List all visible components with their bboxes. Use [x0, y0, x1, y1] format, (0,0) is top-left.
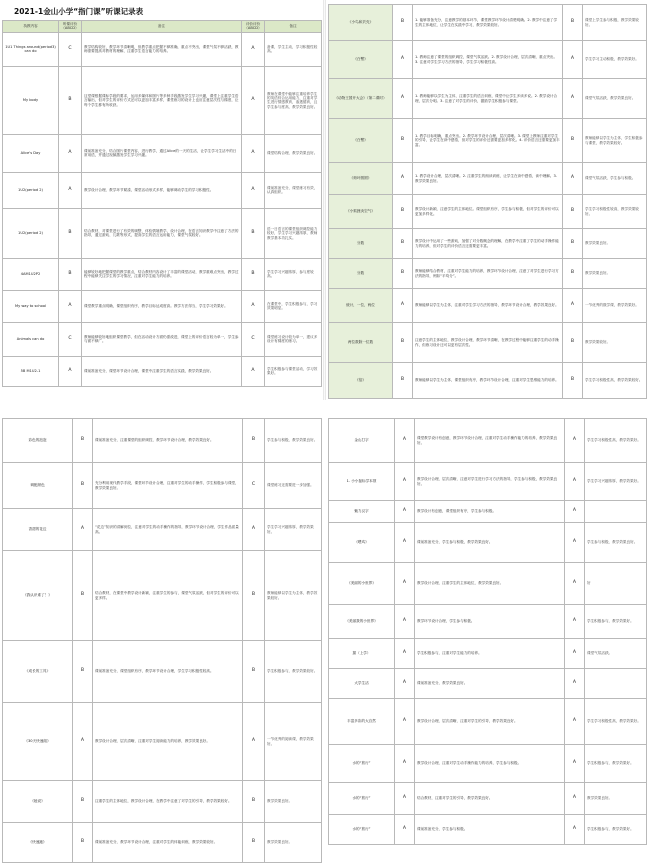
table-row	[329, 363, 647, 399]
cell-note2: 学生积极参与，教学效果好。	[585, 745, 647, 783]
cell-note: 教学设计合理，注重对学生动手操作能力的培养，学生参与积极。	[415, 745, 565, 783]
cell-topic: 1U1 Things around(period3) can do	[3, 32, 59, 66]
cell-note2: 一节优秀的数学课，教学效果好。	[583, 289, 647, 323]
cell-note: 课前准备充分，教学环节设计合理，注重对学生的体能训练，教学效果较好。	[93, 823, 243, 863]
table-row	[3, 322, 322, 356]
cell-grade2: B	[243, 823, 265, 863]
cell-topic: 1U2(period 2)	[3, 172, 59, 208]
cell-grade: A	[73, 703, 93, 781]
cell-topic: 《快速跑》	[3, 823, 73, 863]
table-row	[3, 463, 322, 509]
cell-grade2: B	[243, 781, 265, 823]
cell-note: 教学环节设计合理，学生参与积极。	[415, 605, 565, 639]
cell-grade: A	[393, 289, 413, 323]
table-row	[3, 258, 322, 290]
cell-topic: 《荷叶圆圆》	[329, 163, 393, 195]
cell-note: 教师能够较好地组织课堂教学，但在活动设计方面仍需改进，课堂上的评价语言较为单一，学生参与面不够广。	[82, 322, 242, 356]
cell-note: 学生积极参与，注重对学生能力的培养。	[415, 639, 565, 669]
header-topic: 执教内容	[3, 21, 59, 33]
cell-note2: 学生参与积极，教学效果良好。	[265, 419, 322, 463]
cell-note: 1. 教师能够以学生为主体，注重学生的语言训练，课堂中让学生多读多说。2. 教学设计合理，层次分明。3. 注意了对学生的评价，激励学生积极参与课堂。	[413, 79, 563, 119]
cell-note: 教师能够以学生为主体，课堂组织有序，教学环节设计合理，注重对学生思维能力的培养。	[413, 363, 563, 399]
record-table-4	[328, 418, 647, 845]
cell-grade: B	[73, 641, 93, 703]
cell-note: 1. 教师注意了课堂的组织调控，课堂气氛活跃。2. 教学设计合理，层次清晰，重点突出。3. 注意对学生学习方法的指导，学生学习积极性高。	[413, 41, 563, 79]
cell-grade2: A	[563, 79, 583, 119]
cell-grade: A	[73, 509, 93, 551]
cell-grade: A	[393, 41, 413, 79]
cell-topic: Animals can do	[3, 322, 59, 356]
cell-grade2: A	[565, 419, 585, 463]
cell-topic: 调配颜色	[3, 463, 73, 509]
header-note2: 备注	[265, 21, 322, 33]
table-row	[3, 509, 322, 551]
record-sheet-page-1	[0, 0, 323, 400]
cell-note2: 语一日语言的课堂组织调控能力较好，学生学习兴趣浓厚，教师教学基本功扎实。	[265, 208, 322, 258]
cell-grade2: B	[242, 208, 265, 258]
cell-topic: 分数	[329, 259, 393, 289]
cell-note2: 教师能够以学生为主体，教学效果较好。	[265, 551, 322, 641]
table-row	[329, 463, 647, 501]
cell-grade: A	[395, 669, 415, 699]
cell-topic: 5B M1U2-1	[3, 356, 59, 386]
cell-grade2: A	[565, 523, 585, 563]
cell-note: 这堂课根据课标学段的要求，运用多媒体和图片等多种手段激发学生学习兴趣，课堂上注重学生语言输出，但对学生的评价方式还可以更加丰富多样，课堂练习的设计上也应注意层次性与梯度，让每个学生都有所收获。	[82, 66, 242, 134]
table-row	[329, 815, 647, 845]
cell-grade: A	[395, 605, 415, 639]
cell-topic: 丰富多彩的大自然	[329, 699, 395, 745]
cell-note: 注重学生的主体地位，教学设计合理，在教学中注意了对学生的引导，教学效果较好。	[93, 781, 243, 823]
table-row	[3, 823, 322, 863]
table-row	[3, 32, 322, 66]
cell-note2: 课堂练习设计较为单一，建议多设计有梯度的练习。	[265, 322, 322, 356]
cell-grade2: C	[242, 322, 265, 356]
cell-grade: C	[59, 322, 82, 356]
cell-topic: 统计，一位，两位	[329, 289, 393, 323]
cell-note: 注意学生的主体地位，教学设计合理，教学环节清晰，在教学过程中能够注重学生的动手操作，但练习设计还可以更有层次性。	[413, 323, 563, 363]
cell-note: 1. 教学目标明确，重点突出。2. 教学环节设计合理，层次清晰。3. 课堂上教师注重对学生的引导，让学生在读中感悟，但对学生的评价还需要更加多样化。4. 评价语言还需要更加丰富。	[413, 119, 563, 163]
cell-note2: 学生学习兴趣浓厚，参与度较高。	[265, 258, 322, 290]
cell-topic: 《喂鸡》	[329, 523, 395, 563]
cell-grade2: A	[565, 501, 585, 523]
table-row	[329, 289, 647, 323]
cell-topic: 彩色的泡泡	[3, 419, 73, 463]
cell-grade2: B	[563, 259, 583, 289]
cell-grade: B	[73, 551, 93, 641]
cell-note2: 教学效果良好。	[583, 229, 647, 259]
cell-topic: 《白鹭》	[329, 119, 393, 163]
cell-grade2: A	[565, 563, 585, 605]
header-grade2: 评价评价（ABCD）	[242, 21, 265, 33]
cell-topic: 《小鸟和贝壳》	[329, 5, 393, 41]
cell-note2: 教师能够以学生为主体，学生积极参与课堂，教学效果较好。	[583, 119, 647, 163]
cell-grade2: A	[565, 669, 585, 699]
cell-note: 教学结构较好，教学环节清晰明，但教学重点把握不够准确，重点不突出，课堂气氛不够活跃，教师需要提高对教材的理解，注重学生语言能力的培养。	[82, 32, 242, 66]
cell-note2: 好	[585, 563, 647, 605]
cell-note2: 教学效果良好。	[583, 259, 647, 289]
table-row	[3, 781, 322, 823]
cell-note: 课前准备充分，学生参与积极。	[415, 815, 565, 845]
cell-note2: 教师在课堂中能够注重培养学生的英语综合运用能力，注重对学生进行情感教育，渗透德育，且学生参与度高，教学效果良好。	[265, 66, 322, 134]
cell-grade: B	[393, 5, 413, 41]
cell-grade2: B	[563, 119, 583, 163]
cell-topic: 魅力汉字	[329, 501, 395, 523]
record-table-3	[2, 418, 322, 863]
cell-grade: B	[393, 259, 413, 289]
cell-note: 教学设计合理，注重学生的主体地位，教学效果良好。	[415, 563, 565, 605]
cell-grade: A	[395, 699, 415, 745]
cell-note: 课前准备充分，课堂组织有序，教学环节设计合理，学生学习积极性较高。	[93, 641, 243, 703]
cell-note: 结合教材，对课堂进行了有效的调整，体验情境教学，设计合理，在语言知识教学中注意了方法的指导，通过游戏、儿歌等形式，提高学生的语言运用能力，课堂气氛较好。	[82, 208, 242, 258]
cell-grade: B	[393, 195, 413, 229]
table-row	[3, 172, 322, 208]
table-row	[329, 783, 647, 815]
cell-grade: B	[59, 66, 82, 134]
cell-grade2: A	[565, 745, 585, 783]
cell-note: 结合教材，在课堂中教学设计新颖，注重学生的参与，课堂气氛活跃，但对学生的评价可以更多样。	[93, 551, 243, 641]
cell-topic: 猫（上学）	[329, 639, 395, 669]
cell-grade: A	[395, 783, 415, 815]
cell-note: 课前准备充分，结合图片课堂内容，进行教学，通过Alice的一天的生活，让学生学习生活中的日常用语，并通过视频激发学生学习兴趣。	[82, 134, 242, 172]
record-sheet-page-3	[0, 404, 323, 863]
table-row	[329, 563, 647, 605]
cell-note2: 学生积极参与，教学效果好。	[585, 815, 647, 845]
cell-grade: A	[395, 815, 415, 845]
cell-note2: 学生参与积极，教学效果良好。	[585, 523, 647, 563]
cell-topic: 金山打字	[329, 419, 395, 463]
cell-grade: B	[393, 363, 413, 399]
cell-grade: A	[395, 639, 415, 669]
record-sheet-page-2	[326, 0, 648, 400]
cell-note2: 学生积极参与，教学效果好。	[585, 605, 647, 639]
table-row	[329, 669, 647, 699]
cell-note2: 教学效果良好。	[265, 781, 322, 823]
cell-grade2: A	[565, 815, 585, 845]
cell-grade2: A	[563, 41, 583, 79]
cell-grade: B	[393, 229, 413, 259]
cell-grade2: B	[243, 419, 265, 463]
table-row	[329, 119, 647, 163]
cell-note2: 课堂气氛活跃，教学效果良好。	[583, 79, 647, 119]
cell-grade: A	[59, 134, 82, 172]
cell-topic: 《白鹭》	[329, 41, 393, 79]
cell-note: 课前准备充分，教学效果良好。	[415, 669, 565, 699]
cell-grade2: B	[243, 551, 265, 641]
cell-grade2: A	[565, 699, 585, 745]
cell-grade2: B	[563, 195, 583, 229]
record-table-2	[328, 4, 647, 399]
cell-topic: My way to school	[3, 290, 59, 322]
table-header-row	[3, 21, 322, 33]
cell-topic: 《30天快速阅》	[3, 703, 73, 781]
cell-grade2: A	[563, 163, 583, 195]
cell-grade: A	[59, 172, 82, 208]
cell-grade2: B	[242, 258, 265, 290]
cell-topic: 《我认识谁了！》	[3, 551, 73, 641]
record-sheet-page-4	[326, 404, 648, 863]
cell-note: “花边”知识的讲解到位，注意对学生的动手操作的指导，教学环节设计合理，学生作品质量高。	[93, 509, 243, 551]
table-row	[3, 66, 322, 134]
cell-note: 教学设计有创意，课堂组织有序，学生参与积极。	[415, 501, 565, 523]
cell-note2: 学生学习积极性高，教学效果好。	[585, 419, 647, 463]
cell-note2: 课堂气氛活跃。	[585, 639, 647, 669]
cell-note2: 学生积极参与课堂活动，学习效果好。	[265, 356, 322, 386]
cell-topic: 水的“旅行”	[329, 815, 395, 845]
cell-grade2: A	[242, 66, 265, 134]
cell-note2: 课堂练习还需要进一步加强。	[265, 463, 322, 509]
cell-note: 教学设计新颖，注意学生的主体地位。课堂组织有序，学生参与积极，但对学生的评价可以更加多样化。	[413, 195, 563, 229]
cell-grade2: A	[242, 356, 265, 386]
cell-note: 教学设计合理，层次清晰，注重对学生阅读能力的培养，教学效果良好。	[93, 703, 243, 781]
cell-topic: 1. 小小鼠标学本领	[329, 463, 395, 501]
cell-grade: B	[73, 419, 93, 463]
table-row	[3, 208, 322, 258]
table-row	[3, 290, 322, 322]
table-row	[329, 639, 647, 669]
cell-note2: 学生积极参与，教学效果较好。	[265, 641, 322, 703]
cell-note: 课堂教学重点明确，课堂组织有序，教学目标达成度高。教学方法得当，学生学习效果好。	[82, 290, 242, 322]
cell-grade: A	[59, 290, 82, 322]
table-row	[329, 163, 647, 195]
cell-note: 课堂教学设计有创意，教学环节设计合理，注重对学生动手操作能力的培养，教学效果良好。	[415, 419, 565, 463]
cell-topic: 《倍》	[329, 363, 393, 399]
cell-note: 1. 教学设计合理，层次清晰。2. 注重学生的朗读训练，让学生在读中感悟，读中理解。3. 教学效果良好。	[413, 163, 563, 195]
cell-grade: B	[59, 208, 82, 258]
cell-grade2: A	[563, 289, 583, 323]
cell-note2: 学生学习兴趣浓厚，教学效果好。	[265, 509, 322, 551]
cell-note: 教师能够以学生为主体，注重对学生学习方法的指导，教学环节设计合理，教学效果良好。	[413, 289, 563, 323]
cell-grade2: A	[242, 134, 265, 172]
cell-note: 充分利用现代教学手段，课堂环节设计合理，注重对学生的动手操作，学生积极参与课堂，教学效果良好。	[93, 463, 243, 509]
cell-grade: B	[393, 323, 413, 363]
cell-grade2: B	[563, 323, 583, 363]
cell-grade: A	[393, 163, 413, 195]
cell-grade: A	[59, 356, 82, 386]
table-row	[329, 323, 647, 363]
cell-note2: 课堂气氛活跃，学生参与积极。	[583, 163, 647, 195]
cell-grade: B	[59, 258, 82, 290]
table-row	[3, 134, 322, 172]
cell-grade: C	[59, 32, 82, 66]
header-grade: 听课评价（ABCD）	[59, 21, 82, 33]
cell-grade2: B	[563, 5, 583, 41]
table-row	[3, 419, 322, 463]
cell-note2: 一节优秀的阅读课，教学效果好。	[265, 703, 322, 781]
cell-note: 能够较好地把握课堂的教学重点，结合教材内容设计了丰富的课堂活动，教学重难点突出，教学过程中能够关注学生的学习情况，注重对学生能力的培养。	[82, 258, 242, 290]
cell-note2: 学生学习兴趣浓厚，教学效果好。	[585, 463, 647, 501]
cell-grade2: A	[242, 32, 265, 66]
cell-note2: 课堂结构合理，教学效果良好。	[265, 134, 322, 172]
cell-topic: 水的“旅行”	[329, 745, 395, 783]
cell-grade: A	[395, 419, 415, 463]
cell-grade2: A	[565, 783, 585, 815]
cell-grade: A	[395, 523, 415, 563]
table-row	[329, 5, 647, 41]
cell-note2: 教学效果良好。	[265, 823, 322, 863]
table-row	[329, 745, 647, 783]
cell-topic: 《成长的工具》	[3, 641, 73, 703]
cell-grade: B	[73, 781, 93, 823]
cell-topic: 1U2(period 2)	[3, 208, 59, 258]
table-row	[329, 605, 647, 639]
cell-topic: 《美丽我的小世界》	[329, 605, 395, 639]
cell-note: 课前准备充分，注重课堂的组织调控，教学环节设计合理，教学效果良好。	[93, 419, 243, 463]
table-row	[329, 229, 647, 259]
cell-topic: 大学生活	[329, 669, 395, 699]
cell-note2: 学生学习积极性高，教学效果好。	[585, 699, 647, 745]
cell-note2: 备课，学生主动，学习积极性较高。	[265, 32, 322, 66]
table-row	[329, 259, 647, 289]
cell-grade: B	[73, 463, 93, 509]
cell-grade2: B	[563, 229, 583, 259]
cell-grade: A	[395, 745, 415, 783]
table-row	[329, 41, 647, 79]
cell-grade2: A	[243, 703, 265, 781]
cell-grade: A	[393, 79, 413, 119]
cell-topic: 《动物王国开大会》（第二课时）	[329, 79, 393, 119]
table-row	[3, 356, 322, 386]
cell-grade: B	[393, 119, 413, 163]
cell-grade2: A	[243, 509, 265, 551]
cell-grade: A	[395, 563, 415, 605]
cell-note2	[585, 669, 647, 699]
cell-grade: A	[395, 501, 415, 523]
page-divider	[323, 0, 326, 400]
cell-topic: 两位数除一位数	[329, 323, 393, 363]
cell-topic: 4AM1U2P2	[3, 258, 59, 290]
cell-note2: 教学效果较好。	[583, 323, 647, 363]
table-row	[329, 79, 647, 119]
page-title: 2021-1金山小学“指门课”听课记录表	[14, 7, 144, 16]
cell-note2: 教学效果良好。	[585, 783, 647, 815]
record-table-1	[2, 20, 322, 387]
table-row	[329, 699, 647, 745]
cell-note2: 在课堂中，学生积极参与，学习效果明显。	[265, 290, 322, 322]
cell-note: 结合教材，注重对学生的引导，教学效果良好。	[415, 783, 565, 815]
header-note: 备注	[82, 21, 242, 33]
cell-note: 课前准备充分，学生参与积极，教学效果良好。	[415, 523, 565, 563]
cell-topic: 水的“旅行”	[329, 783, 395, 815]
table-row	[329, 523, 647, 563]
cell-grade: B	[73, 823, 93, 863]
cell-topic: 香甜的花边	[3, 509, 73, 551]
cell-note: 教学设计合理，教学环节紧凑，课堂活动形式多样，能够调动学生的学习积极性。	[82, 172, 242, 208]
cell-grade2: A	[565, 639, 585, 669]
cell-note: 教师能够结合教材，注重对学生能力的培养，教学环节设计合理，注意了对学生进行学习方法的指导，例如“平均分”。	[413, 259, 563, 289]
cell-topic: 《美丽的小世界》	[329, 563, 395, 605]
cell-grade2: A	[565, 605, 585, 639]
cell-grade: A	[395, 463, 415, 501]
cell-note2: 学生学习主动积极，教学效果好。	[583, 41, 647, 79]
cell-note: 教学设计合理，层次清晰，注重对学生的引导，教学效果良好。	[415, 699, 565, 745]
cell-topic: My body	[3, 66, 59, 134]
cell-note: 教学设计中运用了一些游戏，加强了对分数概念的理解，在教学中注重了学生的动手操作能力的培养，但对学生的评价语言还需要更丰富。	[413, 229, 563, 259]
table-row	[3, 551, 322, 641]
cell-note2	[585, 501, 647, 523]
table-row	[3, 703, 322, 781]
cell-topic: 《她说》	[3, 781, 73, 823]
table-row	[329, 501, 647, 523]
cell-topic: Alice's Day	[3, 134, 59, 172]
cell-grade2: C	[243, 463, 265, 509]
cell-note2: 课堂上学生参与积极，教学效果较好。	[583, 5, 647, 41]
cell-topic: 分数	[329, 229, 393, 259]
cell-topic: 《小狐狸卖空气》	[329, 195, 393, 229]
table-row	[3, 641, 322, 703]
cell-note: 教学设计合理，层次清晰，注意对学生进行学习方法的指导，学生参与积极，教学效果良好。	[415, 463, 565, 501]
cell-grade2: B	[563, 363, 583, 399]
cell-note2: 学生学习积极性高，教学效果较好。	[583, 363, 647, 399]
cell-note: 课前准备充分，课堂环节设计合理，课堂中注重学生的语言实践，教学效果良好。	[82, 356, 242, 386]
table-row	[329, 195, 647, 229]
table-row	[329, 419, 647, 463]
cell-grade2: A	[565, 463, 585, 501]
cell-grade2: A	[242, 290, 265, 322]
cell-grade2: B	[243, 641, 265, 703]
cell-note2: 学生学习积极性较高，教学效果较好。	[583, 195, 647, 229]
cell-grade2: A	[242, 172, 265, 208]
cell-note2: 课前准备充分，课堂练习有效，认真组织。	[265, 172, 322, 208]
cell-note: 1. 能够准备充分，注意教学的基本环节，课堂教学环节设计清楚明确。2. 教学中注意了学生的主体地位，让学生在实践中学习，教学效果较好。	[413, 5, 563, 41]
